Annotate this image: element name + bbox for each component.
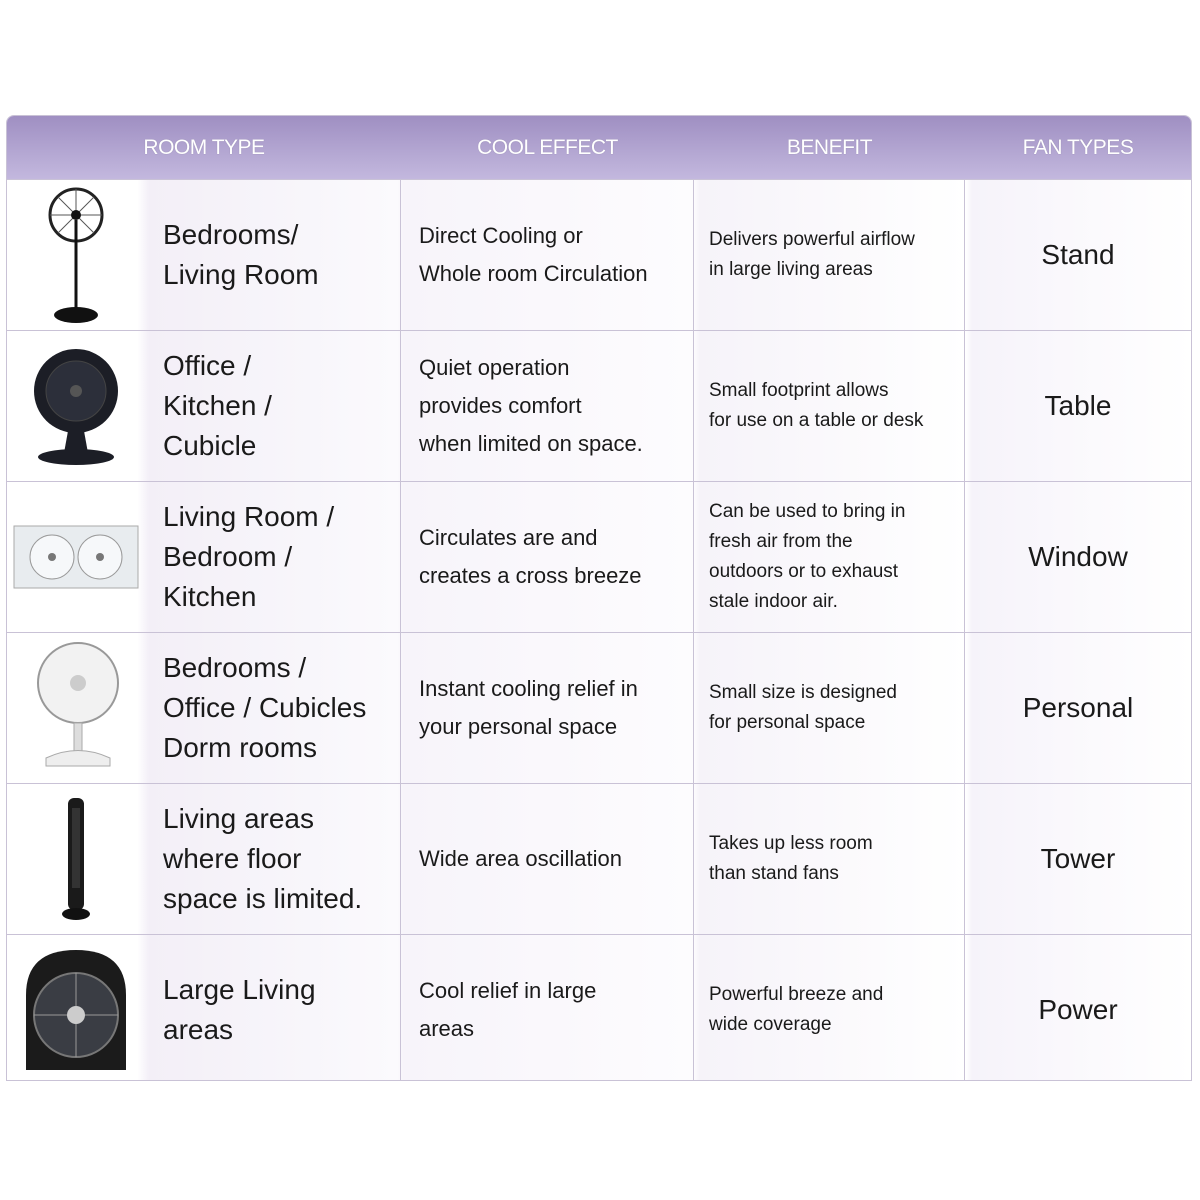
fan-type-text: Personal: [1022, 692, 1134, 723]
room-type-cell: [7, 633, 401, 783]
table-fan-icon: [11, 336, 141, 476]
benefit-cell: [694, 180, 965, 330]
table-row: [7, 632, 1191, 783]
cool-effect-cell: [401, 633, 694, 783]
header-cool-effect: COOL EFFECT: [477, 135, 618, 159]
stand-fan-icon: [11, 185, 141, 325]
header-benefit: BENEFIT: [786, 135, 873, 159]
tower-fan-icon: [11, 789, 141, 929]
cool-effect-cell: [401, 935, 694, 1081]
benefit-text: Small footprint allows for use on a table or desk: [709, 380, 924, 431]
fan-comparison-table: [6, 115, 1192, 1081]
cool-effect-text: Circulates are and creates a cross breeze: [419, 525, 642, 588]
table-header: [7, 116, 1191, 179]
power-fan-icon: [11, 940, 141, 1080]
room-type-text: Living areas where floor space is limited.: [163, 803, 363, 914]
benefit-text: Small size is designed for personal space: [709, 682, 897, 733]
header-fan-types: FAN TYPES: [1022, 135, 1134, 159]
room-type-cell: [7, 482, 401, 632]
cool-effect-text: Direct Cooling or Whole room Circulation: [419, 223, 648, 286]
table-row: [7, 330, 1191, 481]
fan-type-text: Tower: [1040, 843, 1116, 874]
fan-type-cell: [965, 784, 1191, 934]
personal-fan-icon: [11, 638, 141, 778]
fan-type-text: Table: [1044, 390, 1112, 421]
fan-type-text: Window: [1028, 541, 1128, 572]
benefit-cell: [694, 633, 965, 783]
benefit-text: Can be used to bring in fresh air from the outdoors or to exhaust stale indoor air.: [709, 501, 906, 612]
benefit-cell: [694, 935, 965, 1081]
window-fan-icon: [11, 487, 141, 627]
cool-effect-cell: [401, 331, 694, 481]
benefit-text: Powerful breeze and wide coverage: [709, 984, 884, 1035]
fan-type-cell: [965, 331, 1191, 481]
benefit-text: Delivers powerful airflow in large living areas: [709, 229, 915, 280]
fan-type-cell: [965, 633, 1191, 783]
benefit-cell: [694, 784, 965, 934]
table-row: [7, 934, 1191, 1081]
fan-type-cell: [965, 180, 1191, 330]
room-type-text: Bedrooms/ Living Room: [163, 219, 319, 290]
table-row: [7, 179, 1191, 330]
table-row: [7, 481, 1191, 632]
fan-type-cell: [965, 482, 1191, 632]
room-type-cell: [7, 331, 401, 481]
table-row: [7, 783, 1191, 934]
room-type-text: Bedrooms / Office / Cubicles Dorm rooms: [163, 652, 367, 763]
cool-effect-text: Quiet operation provides comfort when limited on space.: [419, 355, 643, 456]
cool-effect-cell: [401, 180, 694, 330]
room-type-cell: [7, 935, 401, 1081]
cool-effect-text: Cool relief in large areas: [419, 978, 597, 1041]
room-type-text: Office / Kitchen / Cubicle: [163, 350, 272, 461]
fan-type-text: Power: [1038, 994, 1118, 1025]
benefit-text: Takes up less room than stand fans: [709, 833, 873, 884]
cool-effect-cell: [401, 482, 694, 632]
room-type-text: Large Living areas: [163, 974, 316, 1045]
fan-type-cell: [965, 935, 1191, 1081]
cool-effect-text: Wide area oscillation: [419, 846, 622, 871]
benefit-cell: [694, 482, 965, 632]
cool-effect-cell: [401, 784, 694, 934]
room-type-cell: [7, 180, 401, 330]
cool-effect-text: Instant cooling relief in your personal space: [419, 676, 638, 739]
fan-type-text: Stand: [1041, 239, 1115, 270]
room-type-cell: [7, 784, 401, 934]
room-type-text: Living Room / Bedroom / Kitchen: [163, 501, 335, 612]
benefit-cell: [694, 331, 965, 481]
header-room-type: ROOM TYPE: [143, 135, 265, 159]
